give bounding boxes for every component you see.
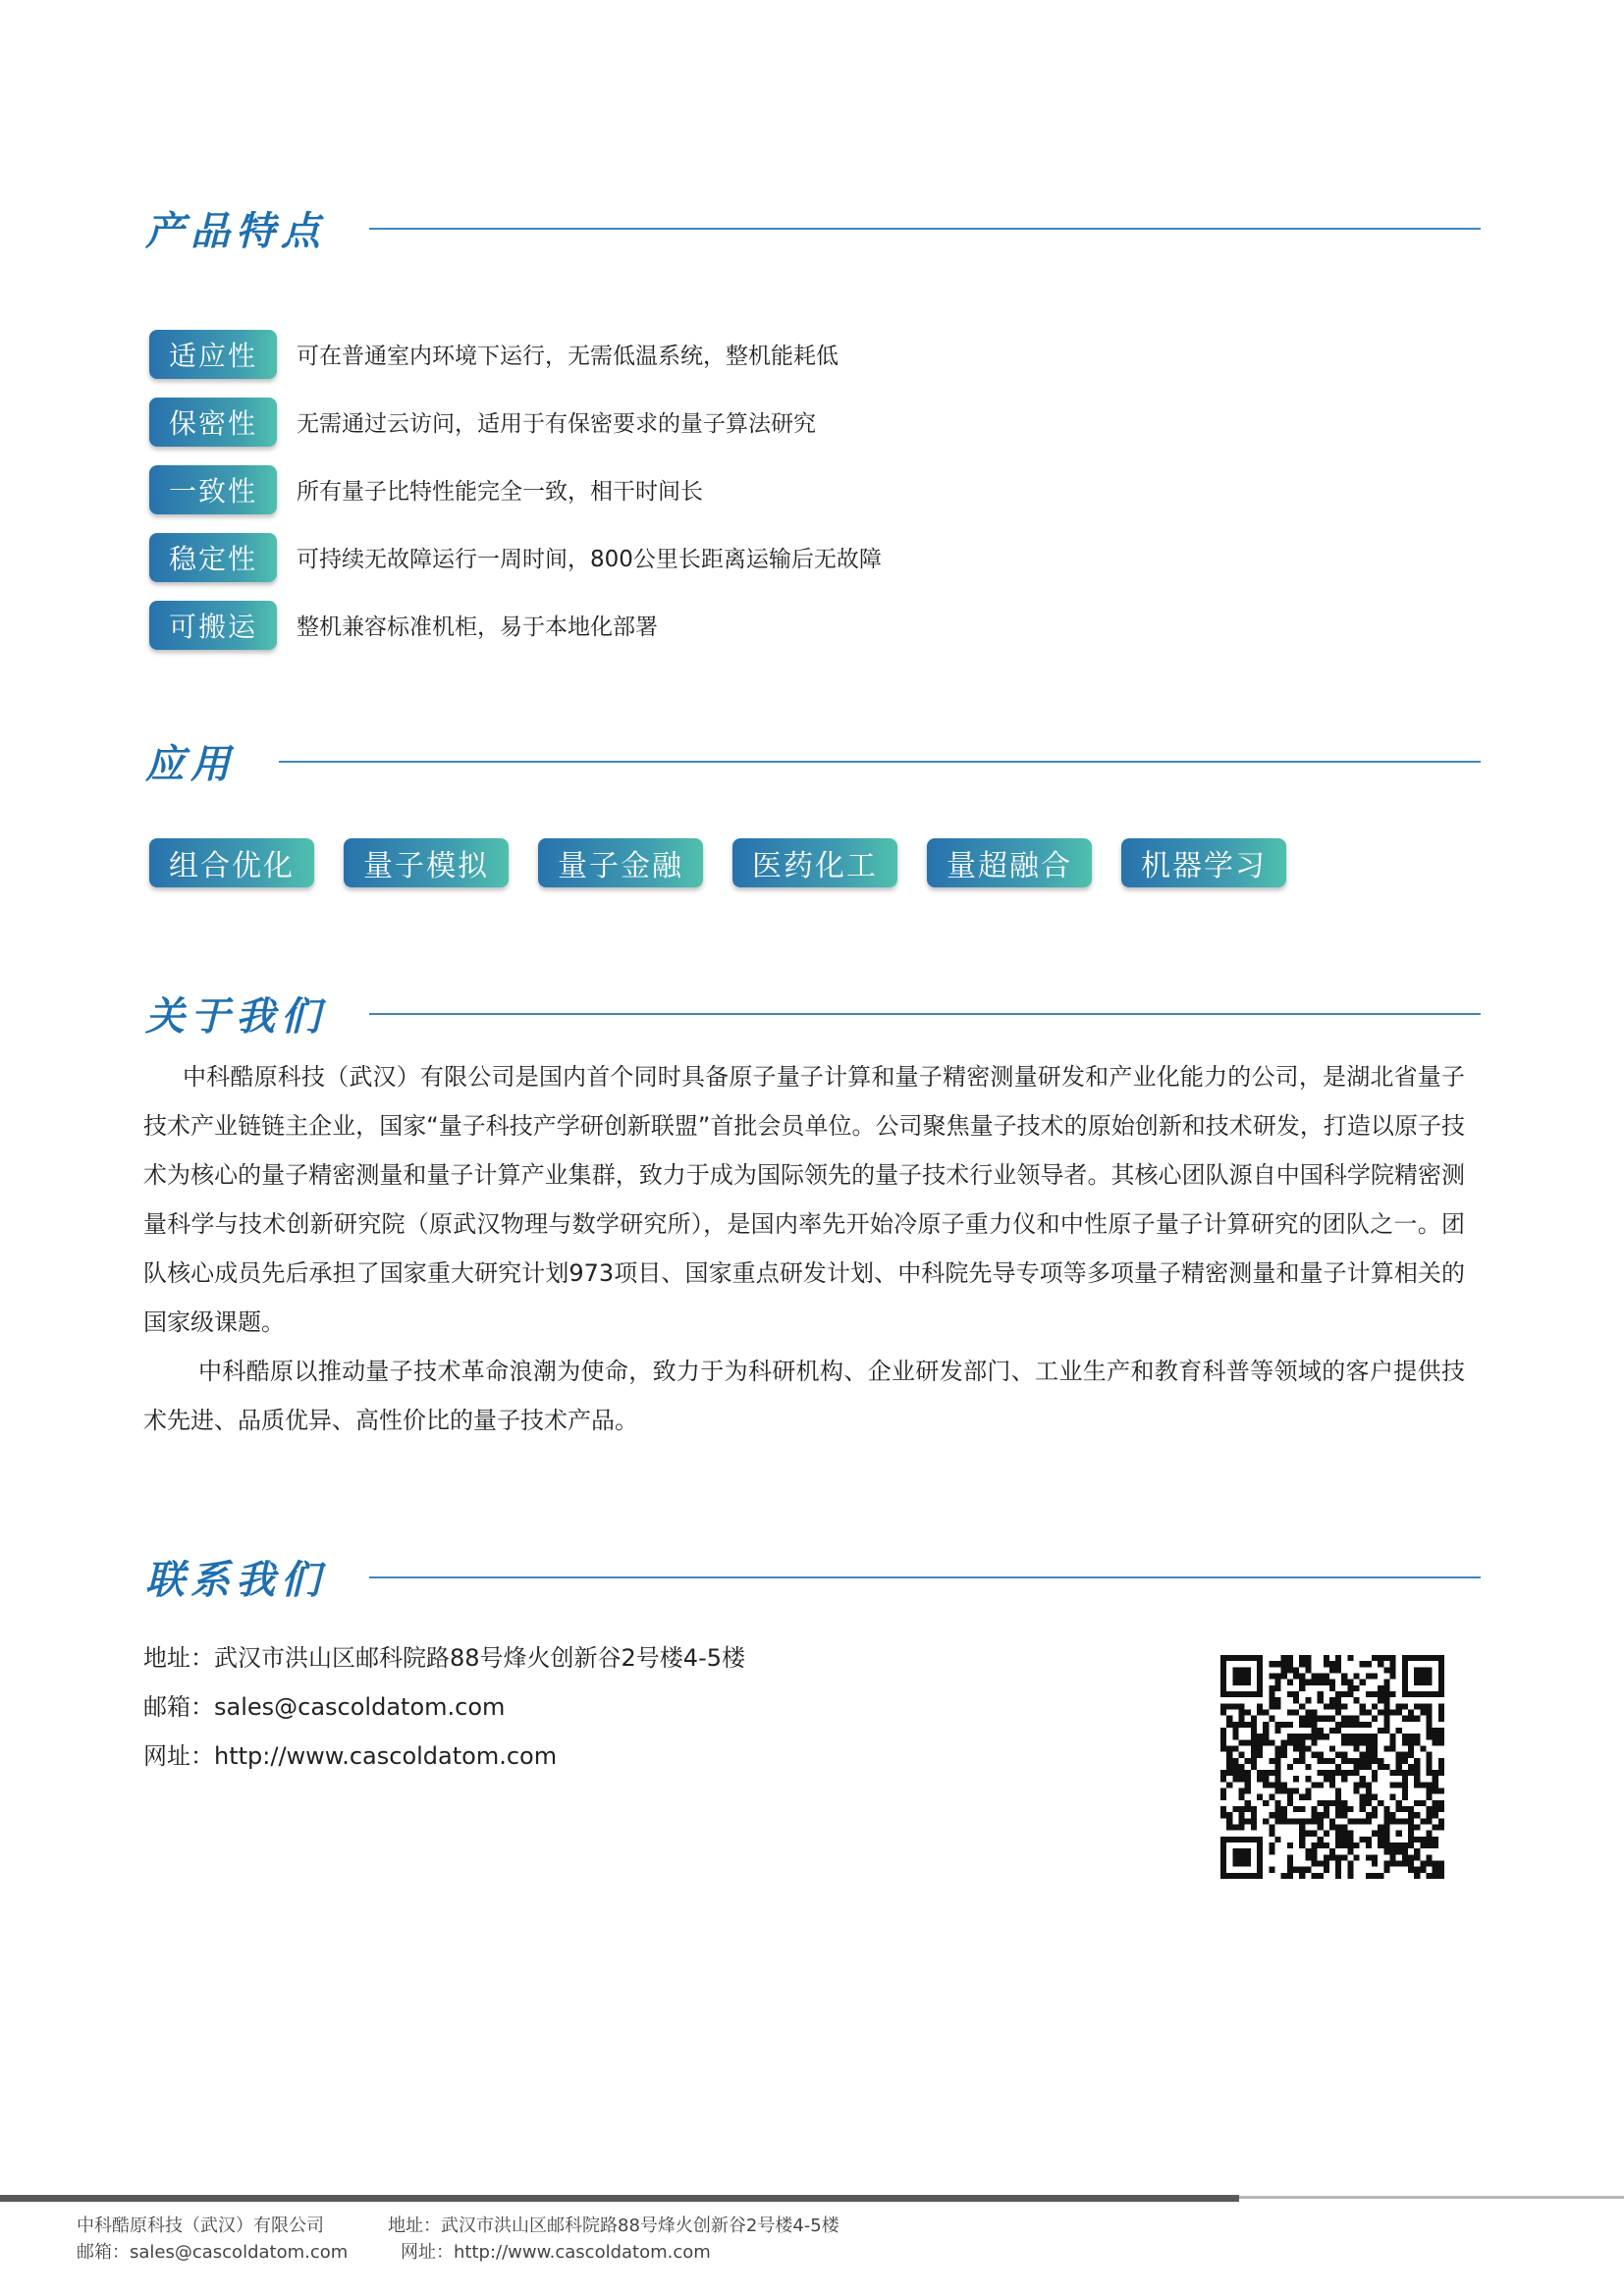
feature-badge: 保密性	[149, 398, 277, 447]
about-title: 关于我们	[145, 994, 326, 1040]
features-divider	[369, 228, 1481, 230]
feature-list	[149, 320, 1327, 659]
application-tag: 组合优化	[149, 838, 314, 887]
contact-header	[145, 1549, 1481, 1605]
application-tag: 量子模拟	[344, 838, 509, 887]
about-header	[145, 986, 1481, 1041]
feature-item	[149, 591, 1327, 659]
contact-info	[143, 1633, 745, 1781]
features-header	[145, 200, 1481, 256]
about-divider	[369, 1013, 1481, 1015]
footer-divider	[0, 2195, 1239, 2202]
contact-title: 联系我们	[145, 1558, 326, 1603]
applications-header	[145, 733, 1481, 789]
website-label: 网址：	[143, 1742, 214, 1770]
feature-description: 整机兼容标准机柜，易于本地化部署	[297, 614, 658, 640]
qr-code-image	[1220, 1655, 1444, 1879]
contact-website-row	[143, 1732, 745, 1781]
email-label: 邮箱：	[143, 1693, 214, 1721]
application-tag: 量子金融	[538, 838, 703, 887]
feature-item	[149, 523, 1327, 591]
address-value: 武汉市洪山区邮科院路88号烽火创新谷2号楼4-5楼	[214, 1644, 746, 1672]
feature-badge: 可搬运	[149, 601, 277, 650]
website-value[interactable]: http://www.cascoldatom.com	[214, 1742, 558, 1770]
footer-row	[77, 2239, 839, 2266]
footer-company: 中科酷原科技（武汉）有限公司	[77, 2216, 324, 2236]
footer-address: 地址：武汉市洪山区邮科院路88号烽火创新谷2号楼4-5楼	[388, 2216, 839, 2236]
about-paragraph: 中科酷原科技（武汉）有限公司是国内首个同时具备原子量子计算和量子精密测量研发和产业化能力的公司，是湖北省量子技术产业链链主企业，国家“量子科技产学研创新联盟”首批会员单位。公司聚焦量子技术的原始创新和技术研发，打造以原子技术为核心的量子精密测量和量子计算产业集群，致力于成为国际领先的量子技术行业领导者。其核心团队源自中国科学院精密测量科学与技术创新研究院（原武汉物理与数学研究所），是国内率先开始冷原子重力仪和中性原子量子计算研究的团队之一。团队核心成员先后承担了国家重大研究计划973项目、国家重点研发计划、中科院先导专项等多项量子精密测量和量子计算相关的国家级课题。	[143, 1063, 1465, 1336]
applications-divider	[279, 761, 1481, 763]
features-title: 产品特点	[145, 209, 326, 254]
application-tag: 量超融合	[927, 838, 1092, 887]
about-body	[143, 1052, 1465, 1445]
feature-description: 所有量子比特性能完全一致，相干时间长	[297, 479, 703, 505]
feature-description: 可持续无故障运行一周时间，800公里长距离运输后无故障	[297, 547, 882, 572]
feature-badge: 稳定性	[149, 533, 277, 582]
application-tag: 医药化工	[732, 838, 897, 887]
about-paragraph: 中科酷原以推动量子技术革命浪潮为使命，致力于为科研机构、企业研发部门、工业生产和教育科普等领域的客户提供技术先进、品质优异、高性价比的量子技术产品。	[143, 1358, 1465, 1434]
feature-item	[149, 455, 1327, 523]
footer-row	[77, 2213, 839, 2239]
contact-email-row	[143, 1682, 745, 1732]
footer	[77, 2213, 839, 2266]
email-value[interactable]: sales@cascoldatom.com	[214, 1693, 506, 1721]
application-tag: 机器学习	[1121, 838, 1286, 887]
contact-address-row	[143, 1633, 745, 1682]
feature-description: 可在普通室内环境下运行，无需低温系统，整机能耗低	[297, 344, 839, 369]
application-tag-list	[149, 838, 1316, 887]
feature-badge: 一致性	[149, 465, 277, 514]
footer-email: 邮箱：sales@cascoldatom.com	[77, 2242, 349, 2263]
feature-item	[149, 320, 1327, 388]
feature-item	[149, 388, 1327, 455]
feature-description: 无需通过云访问，适用于有保密要求的量子算法研究	[297, 411, 816, 437]
contact-divider	[369, 1576, 1481, 1578]
footer-website: 网址：http://www.cascoldatom.com	[401, 2242, 711, 2263]
applications-title: 应用	[145, 742, 236, 787]
address-label: 地址：	[143, 1644, 214, 1672]
footer-divider-light	[1239, 2196, 1624, 2199]
feature-badge: 适应性	[149, 330, 277, 379]
